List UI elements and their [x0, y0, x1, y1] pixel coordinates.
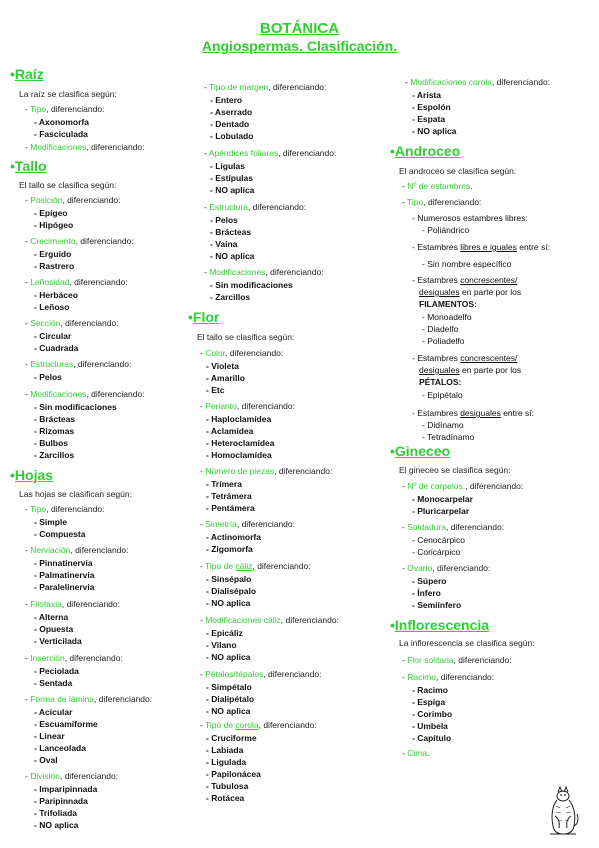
bullet-icon: • — [10, 467, 15, 483]
criterion: - Tipo de corola, diferenciando: — [200, 720, 317, 730]
list-item: - Verticilada — [34, 636, 82, 646]
page-subtitle: Angiospermas. Clasificación. — [201, 38, 398, 54]
list-item: - Leñoso — [34, 302, 70, 312]
list-item: - Estípulas — [210, 173, 253, 183]
criterion: - Nº de estambres. — [402, 181, 473, 191]
list-item: - Labiada — [206, 745, 244, 755]
subtype: - Estambres concrescentes/ — [412, 353, 518, 363]
criterion: - Racimo, diferenciando: — [402, 672, 495, 682]
criterion: - Simetría, diferenciando: — [200, 519, 295, 529]
subtype-cont: desiguales en parte por los — [419, 365, 522, 375]
list-item: - Lanceolada — [34, 743, 86, 753]
criterion: - Tipo, diferenciando: — [25, 104, 105, 114]
list-item: - Violeta — [206, 361, 239, 371]
cat-sketch-icon — [546, 786, 580, 836]
list-item: - Simple — [34, 517, 68, 527]
subtype-item: - Diadelfo — [422, 324, 459, 334]
list-item: - NO aplica — [210, 251, 255, 261]
bullet-icon: • — [390, 443, 395, 459]
list-item: - Cenocárpico — [412, 535, 465, 545]
criterion: - Filotaxia, diferenciando: — [25, 599, 120, 609]
list-item: - Racimo — [412, 685, 448, 695]
list-item: - Espolón — [412, 102, 451, 112]
section-intro: El gineceo se clasifica según: — [399, 465, 511, 475]
section-intro: El tallo se clasifica según: — [197, 332, 295, 342]
criterion: - Pétalos/tépalos, diferenciando: — [200, 669, 322, 679]
criterion: - Nerviación, diferenciando: — [25, 545, 129, 555]
criterion: - Leñosidad, diferenciando: — [25, 277, 128, 287]
section-heading-raiz: •Raíz — [10, 66, 44, 82]
criterion: - Tipo, diferenciando: — [402, 197, 482, 207]
subtype-item: - Monoadelfo — [422, 312, 472, 322]
list-item: - Corimbo — [412, 709, 453, 719]
criterion: - Estructura, diferenciando: — [204, 202, 307, 212]
list-item: - Alterna — [34, 612, 69, 622]
section-intro: La raíz se clasifica según: — [19, 89, 117, 99]
list-item: - Imparipinnada — [34, 784, 98, 794]
criterion: - Ovario, diferenciando: — [402, 563, 491, 573]
subtype-label: FILAMENTOS: — [419, 299, 477, 309]
list-item: - Hipógeo — [34, 220, 74, 230]
list-item: - Bulbos — [34, 438, 69, 448]
section-intro: La inflorescencia se clasifica según: — [399, 638, 535, 648]
list-item: - Axonomorfa — [34, 117, 89, 127]
section-heading-hojas: •Hojas — [10, 467, 54, 483]
subtype-item: - Didínamo — [422, 420, 464, 430]
section-heading-inflorescencia: •Inflorescencia — [390, 617, 490, 633]
list-item: - Haploclamídea — [206, 414, 272, 424]
list-item: - Capítulo — [412, 733, 452, 743]
list-item: - Ínfero — [412, 588, 441, 598]
section-intro: El tallo se clasifica según: — [19, 180, 117, 190]
bullet-icon: • — [390, 617, 395, 633]
list-item: - Cuadrada — [34, 343, 79, 353]
list-item: - Sin modificaciones — [34, 402, 117, 412]
list-item: - Pelos — [210, 215, 238, 225]
list-item: - Paripinnada — [34, 796, 88, 806]
list-item: - Circular — [34, 331, 72, 341]
list-item: - Brácteas — [34, 414, 76, 424]
list-item: - Espiga — [412, 697, 446, 707]
list-item: - Aclamídea — [206, 426, 254, 436]
list-item: - Zarcillos — [210, 292, 251, 302]
section-heading-androceo: •Androceo — [390, 143, 461, 159]
list-item: - Monocarpelar — [412, 494, 473, 504]
section-heading-tallo: •Tallo — [10, 158, 47, 174]
list-item: - Pinnatinervia — [34, 558, 93, 568]
subtype-label: PÉTALOS: — [419, 377, 462, 387]
list-item: - NO aplica — [206, 652, 251, 662]
criterion: - Tipo de cáliz, diferenciando: — [200, 561, 311, 571]
list-item: - Trifoliada — [34, 808, 77, 818]
section-intro: Las hojas se clasifican según: — [19, 489, 132, 499]
list-item: - Cruciforme — [206, 733, 257, 743]
criterion: - División, diferenciando: — [25, 771, 119, 781]
list-item: - Lígulas — [210, 161, 245, 171]
criterion: - Color, diferenciando: — [200, 348, 284, 358]
list-item: - NO aplica — [206, 706, 251, 716]
list-item: - Lobulado — [210, 131, 254, 141]
list-item: - Dialisépalo — [206, 586, 257, 596]
criterion: - Flor solitaria, diferenciando: — [402, 655, 512, 665]
list-item: - NO aplica — [412, 126, 457, 136]
list-item: - Dialipétalo — [206, 694, 255, 704]
list-item: - Pluricarpelar — [412, 506, 470, 516]
subtype-item: - Poliadelfo — [422, 336, 465, 346]
subtype-item: - Tetradínamo — [422, 432, 475, 442]
criterion: - Crecimiento, diferenciando: — [25, 236, 134, 246]
subtype: - Estambres libres e iguales entre sí: — [412, 242, 550, 252]
criterion: - Inserción, diferenciando: — [25, 653, 123, 663]
list-item: - Trímera — [206, 479, 242, 489]
list-item: - Pentámera — [206, 503, 255, 513]
criterion: - Tipo, diferenciando: — [25, 504, 105, 514]
list-item: - Etc — [206, 385, 225, 395]
criterion: - Estructuras, diferenciando: — [25, 359, 132, 369]
subtype: - Numerosos estambres libres: — [412, 213, 528, 223]
list-item: - Espata — [412, 114, 446, 124]
criterion: - Nº de carpelos., diferenciando: — [402, 481, 524, 491]
list-item: - Heteroclamídea — [206, 438, 275, 448]
list-item: - Epígeo — [34, 208, 68, 218]
list-item: - Tetrámera — [206, 491, 252, 501]
section-heading-flor: •Flor — [188, 309, 220, 325]
criterion: - Cima. — [402, 748, 430, 758]
list-item: - Fasciculada — [34, 129, 88, 139]
list-item: - NO aplica — [34, 820, 79, 830]
list-item: - Paralelinervia — [34, 582, 95, 592]
criterion: - Modificaciones corola, diferenciando: — [405, 77, 551, 87]
list-item: - Epicáliz — [206, 628, 243, 638]
subtype: - Estambres concrescentes/ — [412, 275, 518, 285]
list-item: - Oval — [34, 755, 58, 765]
list-item: - Actinomorfa — [206, 532, 261, 542]
criterion: - Perianto, diferenciando: — [200, 401, 295, 411]
list-item: - Escuamiforme — [34, 719, 98, 729]
list-item: - Brácteas — [210, 227, 252, 237]
subtype: - Estambres desiguales entre sí: — [412, 408, 534, 418]
list-item: - Papilonácea — [206, 769, 261, 779]
section-heading-gineceo: •Gineceo — [390, 443, 451, 459]
list-item: - Rizomas — [34, 426, 75, 436]
list-item: - Herbáceo — [34, 290, 78, 300]
list-item: - Umbela — [412, 721, 448, 731]
criterion: - Modificaciones cáliz, diferenciando: — [200, 615, 339, 625]
criterion: - Apéndices foliares, diferenciando: — [204, 148, 337, 158]
criterion: - Modificaciones, diferenciando: — [25, 389, 145, 399]
list-item: - Erguido — [34, 249, 72, 259]
criterion: - Número de piezas, diferenciando: — [200, 466, 333, 476]
list-item: - Rotácea — [206, 793, 245, 803]
list-item: - Vilano — [206, 640, 237, 650]
list-item: - Aserrado — [210, 107, 253, 117]
list-item: - Zigomorfa — [206, 544, 253, 554]
list-item: - Rastrero — [34, 261, 75, 271]
bullet-icon: • — [188, 309, 193, 325]
list-item: - Homoclamídea — [206, 450, 272, 460]
list-item: - Entero — [210, 95, 243, 105]
list-item: - Palmatinervia — [34, 570, 95, 580]
list-item: - Ligulada — [206, 757, 247, 767]
criterion: - Soldadura, diferenciando: — [402, 522, 505, 532]
criterion: - Posición, diferenciando: — [25, 195, 121, 205]
list-item: - Compuesta — [34, 529, 86, 539]
list-item: - Acicular — [34, 707, 73, 717]
list-item: - Linear — [34, 731, 65, 741]
list-item: - Pelos — [34, 372, 62, 382]
criterion: - Modificaciones, diferenciando: — [204, 267, 324, 277]
list-item: - Semiínfero — [412, 600, 462, 610]
list-item: - Súpero — [412, 576, 447, 586]
bullet-icon: • — [10, 66, 15, 82]
list-item: - Sinsépalo — [206, 574, 252, 584]
list-item: - Sentada — [34, 678, 73, 688]
section-intro: El androceo se clasifica según: — [399, 166, 517, 176]
list-item: - Coricárpico — [412, 547, 461, 557]
criterion: - Tipo de margen, diferenciando: — [204, 82, 327, 92]
list-item: - Peciolada — [34, 666, 79, 676]
list-item: - Amarillo — [206, 373, 245, 383]
list-item: - Sin modificaciones — [210, 280, 293, 290]
page-title: BOTÁNICA — [259, 20, 340, 37]
criterion: - Forma de lámina, diferenciando: — [25, 694, 153, 704]
subtype-cont: desiguales en parte por los — [419, 287, 522, 297]
list-item: - Simpétalo — [206, 682, 252, 692]
bullet-icon: • — [10, 158, 15, 174]
list-item: - NO aplica — [206, 598, 251, 608]
bullet-icon: • — [390, 143, 395, 159]
criterion: - Modificaciones, diferenciando: — [25, 142, 145, 152]
list-item: - Zarcillos — [34, 450, 75, 460]
list-item: - Tubulosa — [206, 781, 249, 791]
list-item: - Vaina — [210, 239, 238, 249]
subtype-item: - Sin nombre específico — [422, 259, 512, 269]
list-item: - Dentado — [210, 119, 250, 129]
list-item: - NO aplica — [210, 185, 255, 195]
subtype-item: - Epipétalo — [422, 390, 463, 400]
subtype-item: - Poliándrico — [422, 225, 470, 235]
list-item: - Opuesta — [34, 624, 74, 634]
criterion: - Sección, diferenciando: — [25, 318, 119, 328]
list-item: - Arista — [412, 90, 441, 100]
